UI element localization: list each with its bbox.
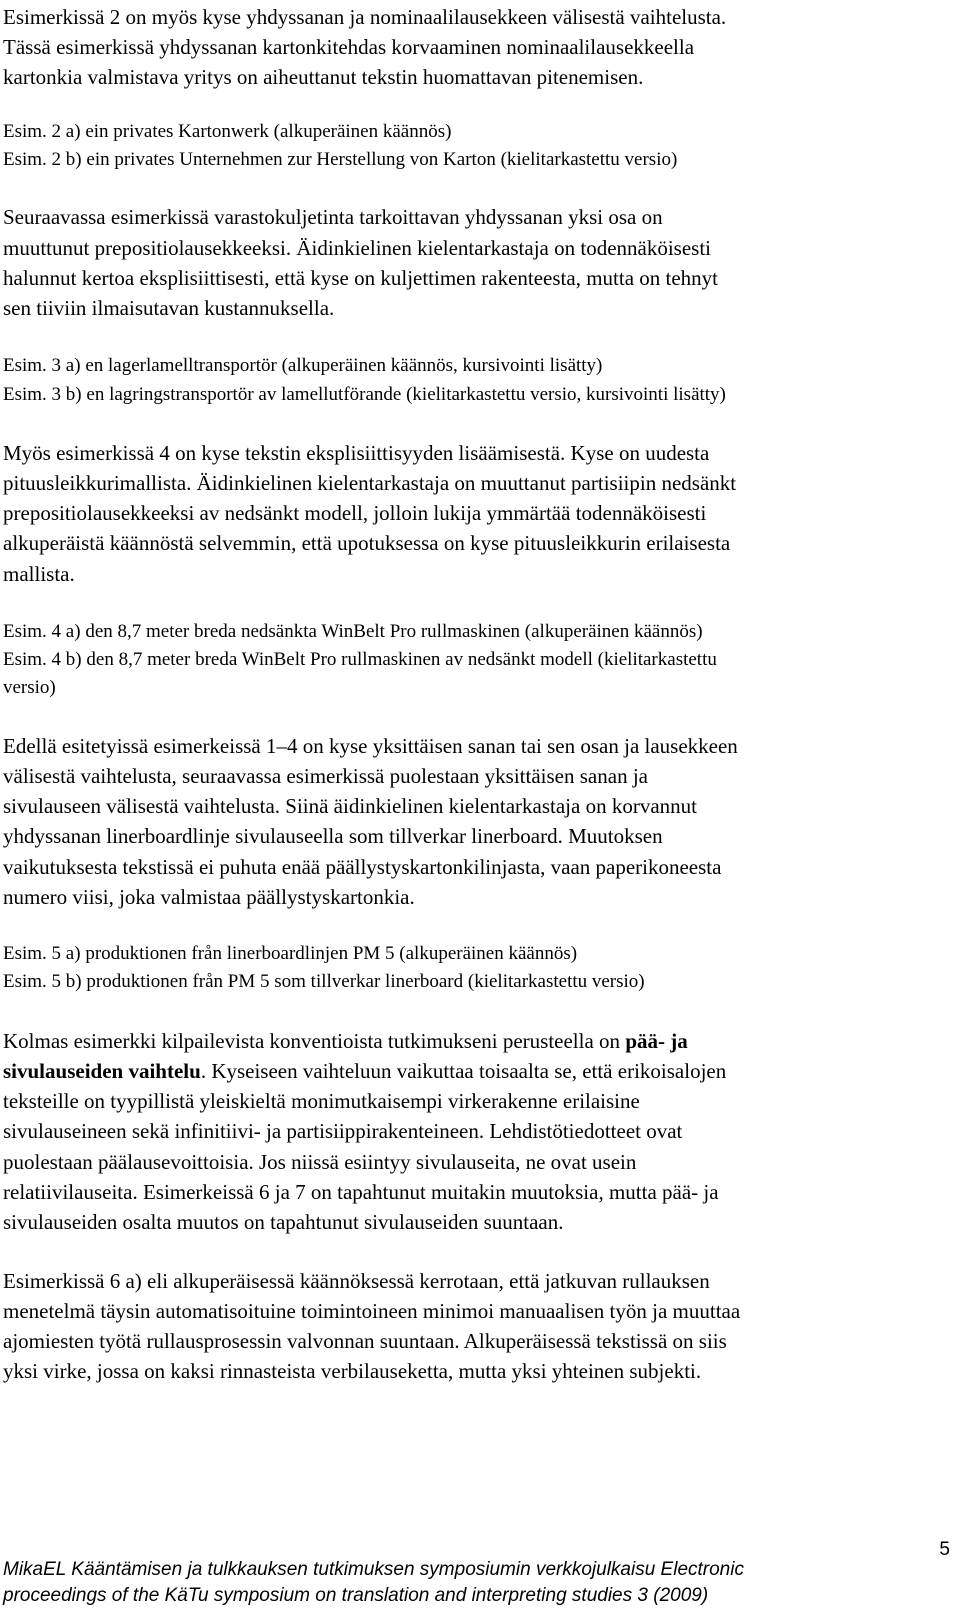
paragraph-1-line-2: Tässä esimerkissä yhdyssanan kartonkitehdas korvaaminen nominaalilausekkeella	[3, 35, 695, 59]
paragraph-6-line-1: Esimerkissä 6 a) eli alkuperäisessä käännöksessä kerrotaan, että jatkuvan rullauksen	[3, 1269, 710, 1293]
paragraph-5-line-3: teksteille on tyypillistä yleiskieltä monimutkaisempi virkerakenne erilaisine	[3, 1089, 640, 1113]
paragraph-4-line-5: vaikutuksesta tekstissä ei puhuta enää päällystyskartonkilinjasta, vaan paperikoneesta	[3, 855, 722, 879]
paragraph-1-line-1: Esimerkissä 2 on myös kyse yhdyssanan ja nominaalilausekkeen välisestä vaihtelusta.	[3, 5, 727, 29]
example-2a: Esim. 2 a) ein privates Kartonwerk (alkuperäinen käännös)	[3, 121, 452, 142]
example-5a: Esim. 5 a) produktionen från linerboardlinjen PM 5 (alkuperäinen käännös)	[3, 943, 578, 964]
paragraph-2-line-4: sen tiiviin ilmaisutavan kustannuksella.	[3, 296, 335, 320]
example-4a: Esim. 4 a) den 8,7 meter breda nedsänkta WinBelt Pro rullmaskinen (alkuperäinen käännös)	[3, 621, 703, 642]
paragraph-3-line-1: Myös esimerkissä 4 on kyse tekstin eksplisiittisyyden lisäämisestä. Kyse on uudesta	[3, 441, 710, 465]
bold-term-start: pää- ja	[625, 1029, 688, 1053]
paragraph-5-line-6: relatiivilauseita. Esimerkeissä 6 ja 7 on tapahtunut muitakin muutoksia, mutta pää- ja	[3, 1180, 719, 1204]
paragraph-1-line-3: kartonkia valmistava yritys on aiheuttanut tekstin huomattavan pitenemisen.	[3, 65, 644, 89]
paragraph-2-line-2: muuttunut prepositiolausekkeeksi. Äidinkielinen kielentarkastaja on todennäköisesti	[3, 236, 712, 260]
example-4b-cont: versio)	[3, 677, 56, 698]
paragraph-4-line-6: numero viisi, joka valmistaa päällystyskartonkia.	[3, 885, 415, 909]
paragraph-5-line-7: sivulauseiden osalta muutos on tapahtunut sivulauseiden suuntaan.	[3, 1210, 564, 1234]
example-4b: Esim. 4 b) den 8,7 meter breda WinBelt Pro rullmaskinen av nedsänkt modell (kielitarkastettu	[3, 649, 717, 670]
paragraph-6-line-3: ajomiesten työtä rullausprosessin valvonnan suuntaan. Alkuperäisessä tekstissä on siis	[3, 1329, 727, 1353]
paragraph-5-line-4: sivulauseineen sekä infinitiivi- ja partisiippirakenteineen. Lehdistötiedotteet ovat	[3, 1119, 683, 1143]
example-2b: Esim. 2 b) ein privates Unternehmen zur Herstellung von Karton (kielitarkastettu versio)	[3, 149, 678, 170]
paragraph-5-text-start: Kolmas esimerkki kilpailevista konventioista tutkimukseni perusteella on	[3, 1029, 626, 1053]
paragraph-4-line-4: yhdyssanan linerboardlinje sivulauseella som tillverkar linerboard. Muutoksen	[3, 824, 663, 848]
example-3b: Esim. 3 b) en lagringstransportör av lamellutförande (kielitarkastettu versio, kursivointi lisätty)	[3, 384, 726, 405]
example-3a: Esim. 3 a) en lagerlamelltransportör (alkuperäinen käännös, kursivointi lisätty)	[3, 355, 603, 376]
paragraph-3-line-2: pituusleikkurimallista. Äidinkielinen kielentarkastaja on muuttanut partisiipin nedsänkt	[3, 471, 737, 495]
paragraph-6-line-4: yksi virke, jossa on kaksi rinnasteista verbilauseketta, mutta yksi yhteinen subjekti.	[3, 1359, 702, 1383]
paragraph-4-line-1: Edellä esitetyissä esimerkeissä 1–4 on kyse yksittäisen sanan tai sen osan ja lausekkeen	[3, 734, 738, 758]
footer-line-2: proceedings of the KäTu symposium on translation and interpreting studies 3 (2009)	[3, 1585, 709, 1606]
paragraph-2-line-3: halunnut kertoa eksplisiittisesti, että kyse on kuljettimen rakenteesta, mutta on tehnyt	[3, 266, 719, 290]
paragraph-5-line-1	[3, 1028, 688, 1054]
paragraph-3-line-4: alkuperäistä käännöstä selvemmin, että upotuksessa on kyse pituusleikkurin erilaisesta	[3, 531, 731, 555]
paragraph-5-line-2	[3, 1058, 726, 1084]
paragraph-5-text-cont: . Kyseiseen vaihteluun vaikuttaa toisaalta se, että erikoisalojen	[200, 1059, 727, 1083]
example-5b: Esim. 5 b) produktionen från PM 5 som tillverkar linerboard (kielitarkastettu versio)	[3, 971, 645, 992]
paragraph-4-line-2: välisestä vaihtelusta, seuraavassa esimerkissä puolestaan yksittäisen sanan ja	[3, 764, 648, 788]
paragraph-5-line-5: puolestaan päälausevoittoisia. Jos niissä esiintyy sivulauseita, ne ovat usein	[3, 1150, 637, 1174]
paragraph-4-line-3: sivulauseen välisestä vaihtelusta. Siinä äidinkielinen kielentarkastaja on korvannut	[3, 794, 697, 818]
paragraph-3-line-3: prepositiolausekkeeksi av nedsänkt modell, jolloin lukija ymmärtää todennäköisesti	[3, 501, 707, 525]
paragraph-2-line-1: Seuraavassa esimerkissä varastokuljetinta tarkoittavan yhdyssanan yksi osa on	[3, 205, 663, 229]
footer-line-1: MikaEL Kääntämisen ja tulkkauksen tutkimuksen symposiumin verkkojulkaisu Electronic	[3, 1559, 744, 1580]
page-number: 5	[939, 1539, 950, 1560]
paragraph-3-line-5: mallista.	[3, 562, 75, 586]
bold-term-end: sivulauseiden vaihtelu	[3, 1059, 201, 1083]
paragraph-6-line-2: menetelmä täysin automatisoituine toimintoineen minimoi manuaalisen työn ja muuttaa	[3, 1299, 741, 1323]
